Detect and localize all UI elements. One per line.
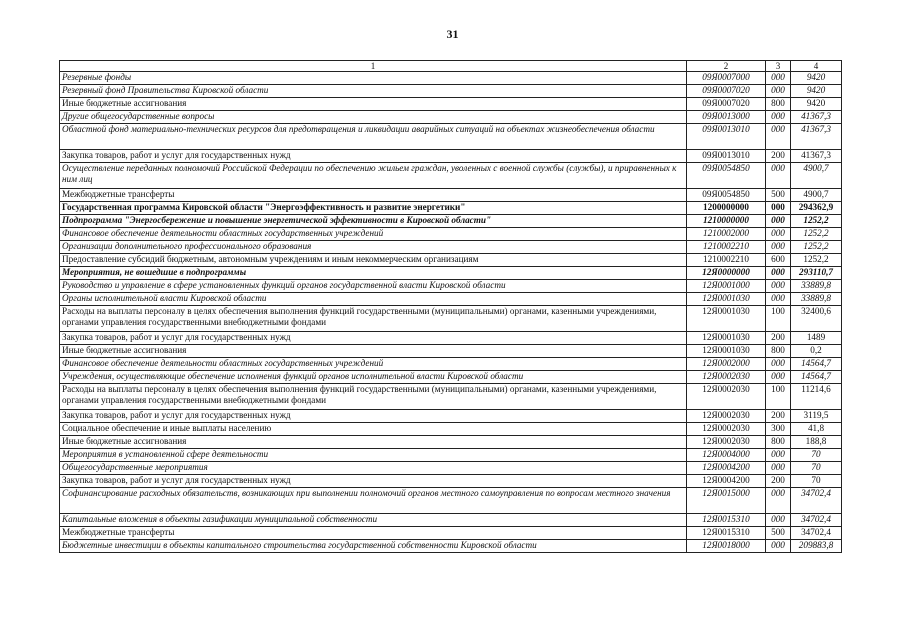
row-code-cell: 12Я0002030 bbox=[687, 384, 766, 410]
row-expense-type-cell: 000 bbox=[766, 371, 791, 384]
row-expense-type-cell: 000 bbox=[766, 358, 791, 371]
row-amount-cell: 41367,3 bbox=[791, 150, 842, 163]
row-amount-cell: 1252,2 bbox=[791, 241, 842, 254]
row-amount-cell: 209883,8 bbox=[791, 540, 842, 553]
row-amount-cell: 14564,7 bbox=[791, 371, 842, 384]
row-expense-type-cell: 800 bbox=[766, 436, 791, 449]
row-code-cell: 12Я0001030 bbox=[687, 332, 766, 345]
table-row bbox=[60, 202, 842, 215]
row-amount-cell: 3119,5 bbox=[791, 410, 842, 423]
row-name-cell: Другие общегосударственные вопросы bbox=[60, 111, 687, 124]
row-expense-type-cell: 000 bbox=[766, 111, 791, 124]
row-amount-cell: 4900,7 bbox=[791, 189, 842, 202]
row-name-cell: Учреждения, осуществляющие обеспечение исполнения функций органов исполнительной власти Кировской области bbox=[60, 371, 687, 384]
row-code-cell: 09Я0054850 bbox=[687, 163, 766, 189]
row-expense-type-cell: 000 bbox=[766, 85, 791, 98]
table-row bbox=[60, 423, 842, 436]
table-row bbox=[60, 475, 842, 488]
row-expense-type-cell: 500 bbox=[766, 189, 791, 202]
row-code-cell: 1210002000 bbox=[687, 228, 766, 241]
row-amount-cell: 1252,2 bbox=[791, 228, 842, 241]
header-col-4: 4 bbox=[791, 61, 842, 72]
row-name-cell: Капитальные вложения в объекты газификации муниципальной собственности bbox=[60, 514, 687, 527]
row-name-cell: Руководство и управление в сфере установленных функций органов государственной власти Кировской области bbox=[60, 280, 687, 293]
row-name-cell: Софинансирование расходных обязательств, возникающих при выполнении полномочий органов местного самоуправления по вопросам местного значения bbox=[60, 488, 687, 514]
row-expense-type-cell: 000 bbox=[766, 449, 791, 462]
row-name-cell: Бюджетные инвестиции в объекты капитального строительства государственной собственности Кировской области bbox=[60, 540, 687, 553]
row-expense-type-cell: 000 bbox=[766, 202, 791, 215]
row-amount-cell: 34702,4 bbox=[791, 488, 842, 514]
row-name-cell: Мероприятия, не вошедшие в подпрограммы bbox=[60, 267, 687, 280]
row-code-cell: 12Я0001030 bbox=[687, 293, 766, 306]
table-row bbox=[60, 306, 842, 332]
table-row bbox=[60, 111, 842, 124]
table-row bbox=[60, 215, 842, 228]
table-row bbox=[60, 436, 842, 449]
table-row bbox=[60, 267, 842, 280]
table-row bbox=[60, 384, 842, 410]
row-name-cell: Закупка товаров, работ и услуг для государственных нужд bbox=[60, 475, 687, 488]
row-code-cell: 12Я0004200 bbox=[687, 462, 766, 475]
table-row bbox=[60, 293, 842, 306]
table-row bbox=[60, 540, 842, 553]
row-code-cell: 09Я0007000 bbox=[687, 72, 766, 85]
row-code-cell: 12Я0001030 bbox=[687, 306, 766, 332]
row-amount-cell: 34702,4 bbox=[791, 527, 842, 540]
row-amount-cell: 1252,2 bbox=[791, 254, 842, 267]
row-expense-type-cell: 500 bbox=[766, 527, 791, 540]
row-expense-type-cell: 000 bbox=[766, 280, 791, 293]
row-name-cell: Финансовое обеспечение деятельности областных государственных учреждений bbox=[60, 358, 687, 371]
row-code-cell: 12Я0004000 bbox=[687, 449, 766, 462]
row-amount-cell: 14564,7 bbox=[791, 358, 842, 371]
table-row bbox=[60, 85, 842, 98]
row-code-cell: 12Я0002030 bbox=[687, 410, 766, 423]
table-body bbox=[60, 72, 842, 553]
row-name-cell: Межбюджетные трансферты bbox=[60, 527, 687, 540]
row-expense-type-cell: 000 bbox=[766, 488, 791, 514]
row-amount-cell: 294362,9 bbox=[791, 202, 842, 215]
row-amount-cell: 70 bbox=[791, 449, 842, 462]
row-name-cell: Резервные фонды bbox=[60, 72, 687, 85]
row-amount-cell: 4900,7 bbox=[791, 163, 842, 189]
row-name-cell: Предоставление субсидий бюджетным, автономным учреждениям и иным некоммерческим организациям bbox=[60, 254, 687, 267]
page-number: 31 bbox=[446, 27, 459, 41]
row-expense-type-cell: 200 bbox=[766, 150, 791, 163]
row-amount-cell: 11214,6 bbox=[791, 384, 842, 410]
row-expense-type-cell: 600 bbox=[766, 254, 791, 267]
row-name-cell: Иные бюджетные ассигнования bbox=[60, 345, 687, 358]
row-name-cell: Резервный фонд Правительства Кировской области bbox=[60, 85, 687, 98]
row-amount-cell: 0,2 bbox=[791, 345, 842, 358]
row-code-cell: 12Я0002030 bbox=[687, 436, 766, 449]
table-row bbox=[60, 241, 842, 254]
row-name-cell: Мероприятия в установленной сфере деятельности bbox=[60, 449, 687, 462]
row-expense-type-cell: 300 bbox=[766, 423, 791, 436]
row-amount-cell: 41367,3 bbox=[791, 111, 842, 124]
row-name-cell: Осуществление переданных полномочий Российской Федерации по обеспечению жильем граждан, уволенных с военной службы (службы), и приравненных к ним лиц bbox=[60, 163, 687, 189]
row-expense-type-cell: 800 bbox=[766, 345, 791, 358]
row-code-cell: 09Я0013010 bbox=[687, 150, 766, 163]
row-amount-cell: 1252,2 bbox=[791, 215, 842, 228]
row-code-cell: 1210000000 bbox=[687, 215, 766, 228]
row-amount-cell: 9420 bbox=[791, 85, 842, 98]
row-expense-type-cell: 100 bbox=[766, 306, 791, 332]
row-expense-type-cell: 000 bbox=[766, 293, 791, 306]
row-code-cell: 12Я0015000 bbox=[687, 488, 766, 514]
table-row bbox=[60, 163, 842, 189]
table-row bbox=[60, 72, 842, 85]
row-name-cell: Расходы на выплаты персоналу в целях обеспечения выполнения функций государственными (муниципальными) органами, казенными учреждениями, органами управления государственными внебюджетными фондами bbox=[60, 306, 687, 332]
row-code-cell: 09Я0007020 bbox=[687, 98, 766, 111]
row-amount-cell: 9420 bbox=[791, 98, 842, 111]
row-expense-type-cell: 000 bbox=[766, 462, 791, 475]
row-name-cell: Областной фонд материально-технических ресурсов для предотвращения и ликвидации аварийных ситуаций на объектах жизнеобеспечения области bbox=[60, 124, 687, 150]
row-expense-type-cell: 000 bbox=[766, 267, 791, 280]
table-row bbox=[60, 410, 842, 423]
row-name-cell: Финансовое обеспечение деятельности областных государственных учреждений bbox=[60, 228, 687, 241]
row-expense-type-cell: 100 bbox=[766, 384, 791, 410]
table-row bbox=[60, 345, 842, 358]
row-name-cell: Организации дополнительного профессионального образования bbox=[60, 241, 687, 254]
row-expense-type-cell: 200 bbox=[766, 475, 791, 488]
table-row bbox=[60, 449, 842, 462]
header-col-1: 1 bbox=[60, 61, 687, 72]
row-expense-type-cell: 000 bbox=[766, 514, 791, 527]
table-row bbox=[60, 124, 842, 150]
table-row bbox=[60, 371, 842, 384]
row-code-cell: 12Я0015310 bbox=[687, 527, 766, 540]
table-row bbox=[60, 358, 842, 371]
row-amount-cell: 70 bbox=[791, 462, 842, 475]
row-name-cell: Закупка товаров, работ и услуг для государственных нужд bbox=[60, 410, 687, 423]
row-expense-type-cell: 000 bbox=[766, 124, 791, 150]
table-row bbox=[60, 280, 842, 293]
row-amount-cell: 32400,6 bbox=[791, 306, 842, 332]
row-code-cell: 12Я0001000 bbox=[687, 280, 766, 293]
row-code-cell: 09Я0013000 bbox=[687, 111, 766, 124]
row-code-cell: 12Я0004200 bbox=[687, 475, 766, 488]
row-name-cell: Межбюджетные трансферты bbox=[60, 189, 687, 202]
row-expense-type-cell: 000 bbox=[766, 228, 791, 241]
row-expense-type-cell: 200 bbox=[766, 332, 791, 345]
row-code-cell: 12Я0000000 bbox=[687, 267, 766, 280]
row-code-cell: 09Я0007020 bbox=[687, 85, 766, 98]
header-col-3: 3 bbox=[766, 61, 791, 72]
row-amount-cell: 33889,8 bbox=[791, 293, 842, 306]
row-code-cell: 09Я0054850 bbox=[687, 189, 766, 202]
row-expense-type-cell: 000 bbox=[766, 215, 791, 228]
row-expense-type-cell: 000 bbox=[766, 163, 791, 189]
row-code-cell: 1200000000 bbox=[687, 202, 766, 215]
row-name-cell: Государственная программа Кировской области "Энергоэффективность и развитие энергетики" bbox=[60, 202, 687, 215]
row-name-cell: Общегосударственные мероприятия bbox=[60, 462, 687, 475]
table-row bbox=[60, 228, 842, 241]
row-expense-type-cell: 800 bbox=[766, 98, 791, 111]
table-row bbox=[60, 98, 842, 111]
row-amount-cell: 188,8 bbox=[791, 436, 842, 449]
row-code-cell: 1210002210 bbox=[687, 241, 766, 254]
table-row bbox=[60, 527, 842, 540]
table-row bbox=[60, 150, 842, 163]
row-name-cell: Подпрограмма "Энергосбережение и повышение энергетической эффективности в Кировской области" bbox=[60, 215, 687, 228]
table-header bbox=[60, 61, 842, 72]
row-name-cell: Социальное обеспечение и иные выплаты населению bbox=[60, 423, 687, 436]
table-row bbox=[60, 488, 842, 514]
row-amount-cell: 33889,8 bbox=[791, 280, 842, 293]
table-row bbox=[60, 254, 842, 267]
row-expense-type-cell: 000 bbox=[766, 540, 791, 553]
row-amount-cell: 41,8 bbox=[791, 423, 842, 436]
table-row bbox=[60, 332, 842, 345]
header-col-2: 2 bbox=[687, 61, 766, 72]
row-code-cell: 12Я0018000 bbox=[687, 540, 766, 553]
row-amount-cell: 293110,7 bbox=[791, 267, 842, 280]
row-code-cell: 12Я0002000 bbox=[687, 358, 766, 371]
row-amount-cell: 34702,4 bbox=[791, 514, 842, 527]
table-row bbox=[60, 462, 842, 475]
row-expense-type-cell: 000 bbox=[766, 241, 791, 254]
row-amount-cell: 41367,3 bbox=[791, 124, 842, 150]
row-code-cell: 12Я0001030 bbox=[687, 345, 766, 358]
table-row bbox=[60, 514, 842, 527]
row-amount-cell: 70 bbox=[791, 475, 842, 488]
row-amount-cell: 1489 bbox=[791, 332, 842, 345]
row-amount-cell: 9420 bbox=[791, 72, 842, 85]
row-name-cell: Органы исполнительной власти Кировской области bbox=[60, 293, 687, 306]
row-name-cell: Расходы на выплаты персоналу в целях обеспечения выполнения функций государственными (муниципальными) органами, казенными учреждениями, органами управления государственными внебюджетными фондами bbox=[60, 384, 687, 410]
row-expense-type-cell: 000 bbox=[766, 72, 791, 85]
row-name-cell: Иные бюджетные ассигнования bbox=[60, 98, 687, 111]
row-expense-type-cell: 200 bbox=[766, 410, 791, 423]
row-name-cell: Закупка товаров, работ и услуг для государственных нужд bbox=[60, 150, 687, 163]
row-code-cell: 12Я0002030 bbox=[687, 371, 766, 384]
row-name-cell: Закупка товаров, работ и услуг для государственных нужд bbox=[60, 332, 687, 345]
row-code-cell: 12Я0002030 bbox=[687, 423, 766, 436]
table-row bbox=[60, 189, 842, 202]
row-name-cell: Иные бюджетные ассигнования bbox=[60, 436, 687, 449]
row-code-cell: 09Я0013010 bbox=[687, 124, 766, 150]
row-code-cell: 12Я0015310 bbox=[687, 514, 766, 527]
budget-table bbox=[59, 60, 842, 553]
row-code-cell: 1210002210 bbox=[687, 254, 766, 267]
